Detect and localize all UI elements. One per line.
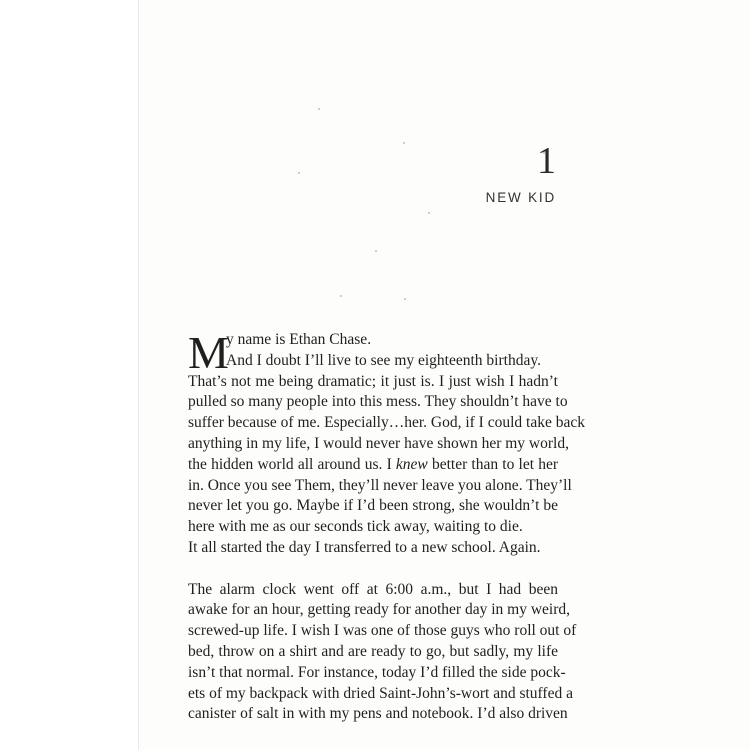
text-line: suffer because of me. Especially…her. God, if I could take back <box>188 414 585 432</box>
text-run: better than to let her <box>427 455 559 473</box>
paper-speck <box>340 295 342 297</box>
body-text <box>188 327 585 725</box>
paper-speck <box>403 142 405 144</box>
paragraph <box>188 372 585 538</box>
text-line: y name is Ethan Chase. <box>226 331 372 348</box>
opening-paragraph <box>188 327 558 378</box>
paper-speck <box>298 172 300 174</box>
text-line: ets of my backpack with dried Saint-John’s-wort and stuffed a <box>188 684 573 702</box>
text-line: screwed-up life. I wish I was one of those guys who roll out of <box>188 622 577 640</box>
paragraph <box>188 538 558 559</box>
chapter-title: NEW KID <box>485 190 556 205</box>
paper-speck <box>318 108 320 110</box>
text-line-with-emphasis <box>188 455 558 476</box>
gutter-margin <box>0 0 140 750</box>
text-line: anything in my life, I would never have shown her my world, <box>188 434 569 452</box>
drop-cap: M <box>188 327 229 378</box>
text-line: bed, throw on a shirt and are ready to go, but sadly, my life <box>188 642 558 660</box>
text-line: in. Once you see Them, they’ll never leave you alone. They’ll <box>188 476 572 494</box>
text-line: isn’t that normal. For instance, today I’d filled the side pock- <box>188 663 566 681</box>
text-line: The alarm clock went off at 6:00 a.m., but I had been <box>188 580 558 598</box>
text-run: the hidden world all around us. I <box>188 455 396 473</box>
text-line: And I doubt I’ll live to see my eighteenth birthday. <box>226 351 541 369</box>
text-line: never let you go. Maybe if I’d been strong, she wouldn’t be <box>188 497 558 515</box>
emphasis-text: knew <box>395 455 428 473</box>
text-line: pulled so many people into this mess. They shouldn’t have to <box>188 393 568 411</box>
paper-speck <box>428 212 430 214</box>
text-line: That’s not me being dramatic; it just is. I just wish I hadn’t <box>188 372 558 390</box>
section-break <box>188 559 558 580</box>
chapter-number: 1 <box>537 140 556 182</box>
paragraph <box>188 580 577 726</box>
text-line: It all started the day I transferred to a new school. Again. <box>188 538 541 556</box>
paper-speck <box>375 250 377 252</box>
text-line: awake for an hour, getting ready for another day in my weird, <box>188 601 571 619</box>
text-line: here with me as our seconds tick away, waiting to die. <box>188 518 523 536</box>
paper-speck <box>404 298 406 300</box>
text-line: canister of salt in with my pens and notebook. I’d also driven <box>188 705 568 723</box>
